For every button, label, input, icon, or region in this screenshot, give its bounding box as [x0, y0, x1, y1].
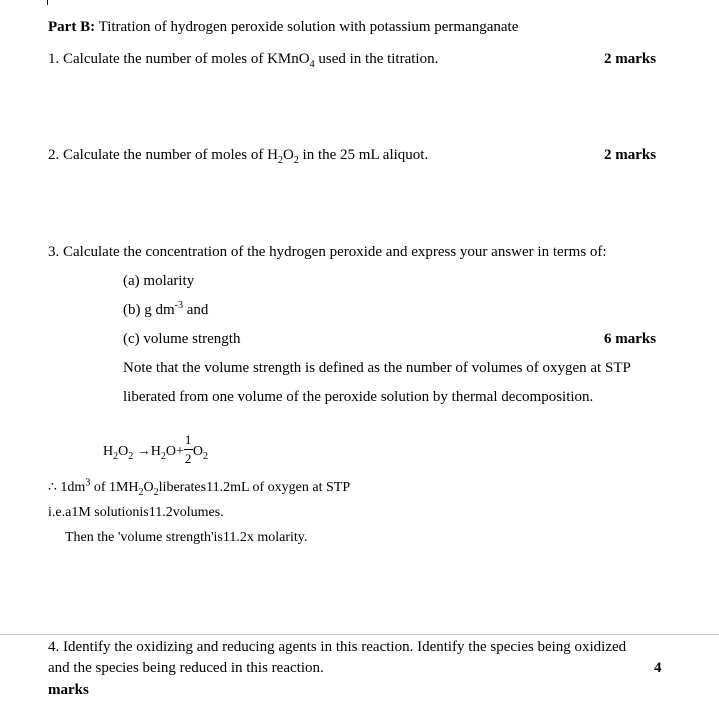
question-3: 3. Calculate the concentration of the hydrogen peroxide and express your answer in terms of:	[48, 244, 607, 260]
question-2	[48, 147, 428, 164]
working-line-3: Then the 'volume strength'is11.2x molarity.	[65, 530, 308, 545]
question-4-marks-number: 4	[654, 660, 662, 676]
working-line-1-d: liberates11.2mL of oxygen at STP	[158, 480, 351, 495]
page-corner-tick	[47, 0, 48, 5]
working-line-1-c: O	[143, 480, 154, 495]
question-4-marks-word: marks	[48, 682, 89, 698]
eq-sub: 2	[113, 450, 119, 462]
question-3-note-line-2: liberated from one volume of the peroxide solution by thermal decomposition.	[123, 389, 594, 405]
question-3-part-b-superscript: -3	[174, 300, 184, 311]
question-2-marks: 2 marks	[604, 147, 657, 163]
working-line-1-b: of 1MH	[90, 480, 139, 495]
eq-sub: 2	[153, 486, 159, 498]
question-1-text-end: used in the titration.	[314, 51, 439, 67]
eq-plus: +	[176, 444, 184, 459]
eq-arrow: →	[136, 444, 151, 459]
section-divider	[0, 634, 719, 635]
part-b-heading	[48, 19, 518, 36]
question-4-line-2: and the species being reduced in this reaction.	[48, 660, 324, 676]
working-line-2: i.e.a1M solutionis11.2volumes.	[48, 505, 224, 520]
question-1-text: 1. Calculate the number of moles of KMnO	[48, 51, 310, 67]
question-3-part-b-text: (b) g dm	[123, 302, 175, 318]
question-2-oxygen: O	[282, 147, 294, 163]
question-1	[48, 51, 438, 68]
question-2-text: 2. Calculate the number of moles of H	[48, 147, 278, 163]
question-3-part-c: (c) volume strength	[123, 331, 241, 347]
eq-fraction-denominator: 2	[184, 450, 192, 466]
eq-o: O	[118, 444, 129, 459]
question-1-marks: 2 marks	[604, 51, 657, 67]
working-line-1	[48, 479, 350, 496]
eq-sub: 2	[203, 450, 209, 462]
eq-sub: 2	[160, 450, 166, 462]
therefore-symbol: ∴	[48, 480, 57, 495]
eq-o: O	[165, 444, 176, 459]
question-3-note-line-1: Note that the volume strength is defined as the number of volumes of oxygen at STP	[123, 360, 631, 376]
part-b-label: Part B:	[48, 19, 96, 35]
part-b-title: Titration of hydrogen peroxide solution with potassium permanganate	[98, 19, 519, 35]
eq-sub: 2	[138, 486, 144, 498]
eq-fraction-half	[184, 431, 193, 466]
eq-sub: 2	[128, 450, 134, 462]
question-3-part-a: (a) molarity	[123, 273, 195, 289]
question-3-part-b-end: and	[183, 302, 209, 318]
eq-fraction-bar	[184, 449, 193, 450]
eq-fraction-numerator: 1	[184, 431, 192, 447]
question-4-line-1: 4. Identify the oxidizing and reducing agents in this reaction. Identify the species being oxidized	[48, 639, 627, 655]
question-3-part-b	[123, 302, 208, 319]
question-1-subscript: 4	[309, 59, 315, 70]
question-3-marks: 6 marks	[604, 331, 657, 347]
eq-h: H	[103, 444, 114, 459]
eq-o: O	[192, 444, 204, 459]
question-2-subscript-h: 2	[277, 155, 283, 166]
working-line-1-a: 1dm	[60, 480, 86, 495]
decomposition-equation	[103, 431, 209, 466]
working-line-1-superscript: 3	[85, 477, 91, 489]
question-2-subscript-o: 2	[293, 155, 299, 166]
eq-h: H	[150, 444, 161, 459]
question-2-text-end: in the 25 mL aliquot.	[298, 147, 429, 163]
